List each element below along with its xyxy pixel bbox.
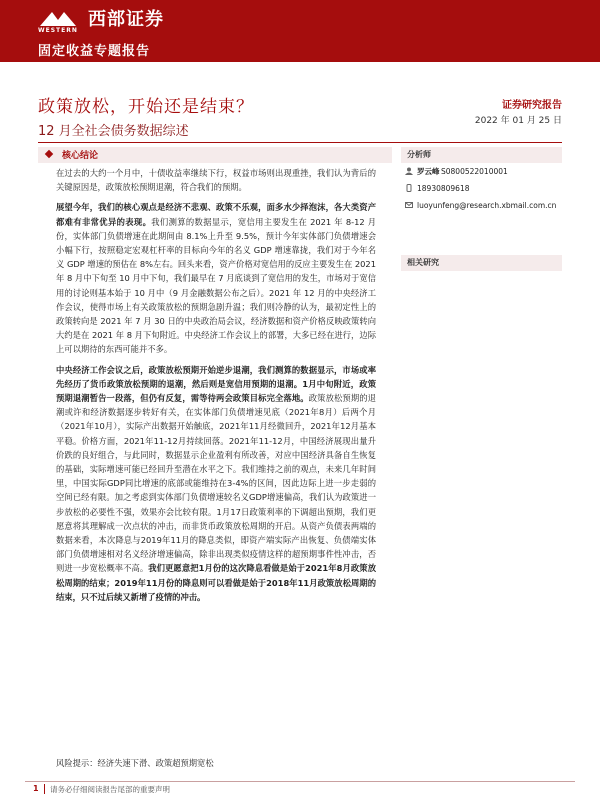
person-icon bbox=[405, 167, 413, 175]
diamond-icon bbox=[45, 150, 53, 158]
paragraph-outlook-lead: 展望今年，我们的核心观点是经济不悲观、政策不乐观，面多水少择泡沫，各大类资产都难有非常优异的表现。 bbox=[56, 202, 376, 227]
section-header bbox=[38, 147, 392, 163]
section-title: 核心结论 bbox=[62, 151, 99, 161]
paragraph-policy bbox=[56, 363, 376, 604]
paragraph-policy-lead: 中央经济工作会议之后，政策放松预期开始逆步退潮，我们测算的数据显示，市场或率先经历了货币政策放松预期的退潮，然后则是宽信用预期的退潮。1月中旬附近，政策预期退潮暂告一段落，但仍有反复，需等待两会政策目标完全落地。 bbox=[56, 364, 376, 404]
email-row[interactable] bbox=[401, 197, 562, 214]
page-number: 1 bbox=[33, 784, 39, 793]
paragraph-intro: 在过去的大约一个月中，十债收益率继续下行，权益市场则出现重挫，我们认为背后的关键原因是，政策放松预期退潮，符合我们的预期。 bbox=[56, 168, 376, 193]
risk-note: 风险提示：经济失速下滑、政策超预期宽松 bbox=[56, 758, 214, 768]
report-type: 证券研究报告 bbox=[502, 100, 562, 111]
footer-divider bbox=[25, 781, 575, 782]
email-icon bbox=[405, 201, 413, 209]
analyst-name: 罗云峰 bbox=[417, 167, 440, 176]
report-date: 2022 年 01 月 25 日 bbox=[474, 116, 562, 126]
paragraph-outlook-body: 我们测算的数据显示，宽信用主要发生在 2021 年 8-12 月份，实体部门负债增速在此期间由 8.1%上升至 9.5%，预计今年实体部门负债增速会小幅下行，按照稳定宏观杠杆率的目标向今年的名义 GDP 增速靠拢，我们对于今年名义 GDP 增速的预估在 8%左右。回头来看，资产价格对宽信用的反应主要发生在 2021 年 8 月中下旬至 10 月中下旬，我们最早在 7 月底谈到了宽信用的发生，市场对于宽信用的讨论则基本始于 10 月中（9 月金融数据公布之后）。2021 年 12 月的中央经济工作会议，使得市场上有关政策放松的预期急剧升温；我们则冷静的认为，最初定性上的政策转向是 2021 年 7 月 30 日的中央政治局会议，经济数据和资产价格反映政策转向大约是在 2021 年 8 月下旬附近。中央经济工作会议上的部署，大多已经在进行，边际上可以期待的东西可能并不多。 bbox=[56, 216, 376, 355]
related-research-header: 相关研究 bbox=[401, 255, 562, 271]
footer-disclaimer: 请务必仔细阅读报告尾部的重要声明 bbox=[50, 785, 170, 794]
analyst-email[interactable]: luoyunfeng@research.xbmail.com.cn bbox=[417, 201, 557, 210]
phone-icon bbox=[405, 184, 413, 192]
page-title: 政策放松，开始还是结束？ bbox=[38, 97, 254, 117]
paragraph-policy-conclusion: 我们更愿意把1月份的这次降息看做是始于2021年8月政策放松周期的结束；2019年11月份的降息则可以看做是始于2018年11月政策放松周期的结束，只不过后续又新增了疫情的冲击。 bbox=[56, 563, 376, 602]
analyst-code: S0800522010001 bbox=[441, 167, 508, 176]
logo-icon bbox=[38, 8, 78, 28]
analyst-row bbox=[401, 163, 562, 180]
header-banner bbox=[0, 0, 600, 62]
paragraph-outlook bbox=[56, 200, 376, 356]
logo-en: WESTERN bbox=[38, 27, 78, 34]
page-subtitle: 12 月全社会债务数据综述 bbox=[38, 124, 189, 139]
logo-text: 西部证券 bbox=[88, 9, 164, 30]
sidebar bbox=[401, 147, 562, 271]
report-category: 固定收益专题报告 bbox=[38, 44, 151, 59]
divider bbox=[38, 142, 562, 143]
analyst-phone: 18930809618 bbox=[417, 184, 470, 193]
paragraph-policy-body: 政策放松预期的退潮或许和经济数据逐步转好有关，在实体部门负债增速见底（2021年8月）后两个月（2021年10月），实际产出数据开始触底，2021年11月经微回升，2021年12月基本平稳。价格方面，2021年11-12月持续回落。2021年11-12月，中国经济展现出量升价跌的良好组合，与此同时，数据显示企业盈利有所改善，对应中国经济具备自生恢复的基础，实际增速可能已经回升至潜在水平之下。我们维持之前的观点，未来几年时间里，中国实际GDP同比增速的底部或能维持在3-4%的区间，因此边际上进一步走弱的空间已经有限。加之考虑到实体部门负债增速较名义GDP增速偏高，我们认为政策进一步放松的必要性不强，效果亦会比较有限。1月17日政策利率的下调超出预期，我们更愿意将其理解成一次点状的冲击，而非货币政策放松周期的开启。从资产负债表两端的数据来看，本次降息与2019年11月的降息类似，即资产端实际产出恢复、负债端实体部门负债增速相对名义经济增速偏高，除非出现类似疫情这样的超预期事件性冲击，否则进一步宽松概率不高。 bbox=[56, 393, 376, 574]
body-text bbox=[56, 166, 376, 610]
analyst-header: 分析师 bbox=[401, 147, 562, 163]
footer-separator bbox=[44, 784, 45, 794]
phone-row bbox=[401, 180, 562, 197]
